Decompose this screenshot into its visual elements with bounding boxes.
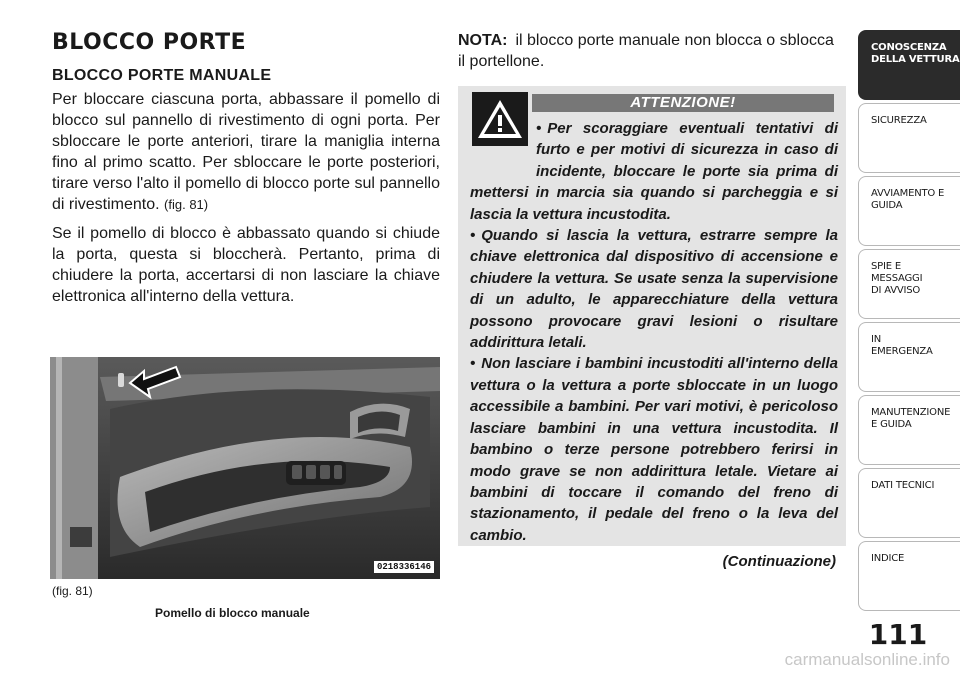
tab-in-emergenza[interactable]: IN EMERGENZA xyxy=(858,322,960,392)
bullet: • xyxy=(536,120,542,137)
warning-box xyxy=(458,86,846,546)
tab-indice[interactable]: INDICE xyxy=(858,541,960,611)
bullet: • xyxy=(470,355,476,373)
tab-conoscenza-della-vettura[interactable]: CONOSCENZA DELLA VETTURA xyxy=(858,30,960,100)
continuation-label: (Continuazione) xyxy=(722,553,836,570)
figure-caption: Pomello di blocco manuale xyxy=(155,606,310,620)
warning-header: ATTENZIONE! xyxy=(532,94,834,112)
chapter-tabs xyxy=(858,30,960,614)
tab-manutenzione[interactable]: MANUTENZIONE E GUIDA xyxy=(858,395,960,465)
warning-text xyxy=(470,118,838,546)
subsection-title: BLOCCO PORTE MANUALE xyxy=(52,67,272,84)
note-label: NOTA: xyxy=(458,32,508,49)
body-paragraph-1 xyxy=(52,89,440,215)
warning-item-3: • Non lasciare i bambini incustoditi all'interno della vettura o la vettura a porte sbloccate in un luogo accessibile a bambini. Per vari motivi, è pericoloso lasciare bambini in una vettura incustodita. Il bambino o terze persone potrebbero ferirsi in modo grave se non addirittura letale. Vietare ai bambini di toccare il comando del freno di stazionamento, il pedale del freno o la leva del cambio. xyxy=(470,355,838,544)
note-text: il blocco porte manuale non blocca o sblocca il portellone. xyxy=(458,32,834,70)
body-paragraph-2: Se il pomello di blocco è abbassato quando si chiude la porta, questa si bloccherà. Pertanto, prima di chiudere la porta, accertarsi di non lasciare la chiave elettronica all'interno della vettura. xyxy=(52,225,440,305)
tab-sicurezza[interactable]: SICUREZZA xyxy=(858,103,960,173)
tab-avviamento-e-guida[interactable]: AVVIAMENTO E GUIDA xyxy=(858,176,960,246)
warning-item-2: • Quando si lascia la vettura, estrarre sempre la chiave elettronica dal dispositivo di accensione e chiudere la vettura. Se usate senza la supervisione di un adulto, le apparecchiature della vettura possono provocare gravi lesioni o risultare addirittura letali. xyxy=(470,227,838,352)
figure-code-label: 0218336146 xyxy=(374,561,434,573)
figure-number: (fig. 81) xyxy=(52,584,93,598)
figure-reference: (fig. 81) xyxy=(164,197,209,212)
page-number: 111 xyxy=(868,618,928,651)
door-lock-figure xyxy=(50,357,440,579)
door-panel-illustration xyxy=(50,357,440,579)
section-title: BLOCCO PORTE xyxy=(52,30,247,55)
note-paragraph xyxy=(458,30,843,72)
warning-item-1: • Per scoraggiare eventuali tentativi di furto e per motivi di sicurezza in caso di incidente, bloccare le porte sia prima di mettersi in marcia sia quando si parcheggia e si lascia la vettura incustodita. xyxy=(470,120,838,223)
body-paragraph-1-text: Per bloccare ciascuna porta, abbassare il pomello di blocco sul pannello di rivestimento di ogni porta. Per sbloccare le porte anteriori, tirare la maniglia interna fino al primo scatto. Per sbloccare le porte posteriori, tirare verso l'alto il pomello di blocco porte sul pannello di rivestimento. xyxy=(52,91,440,213)
bullet: • xyxy=(470,227,476,245)
watermark: carmanualsonline.info xyxy=(784,650,950,669)
tab-spie-e-messaggi[interactable]: SPIE E MESSAGGI DI AVVISO xyxy=(858,249,960,319)
left-column xyxy=(52,30,440,315)
tab-dati-tecnici[interactable]: DATI TECNICI xyxy=(858,468,960,538)
